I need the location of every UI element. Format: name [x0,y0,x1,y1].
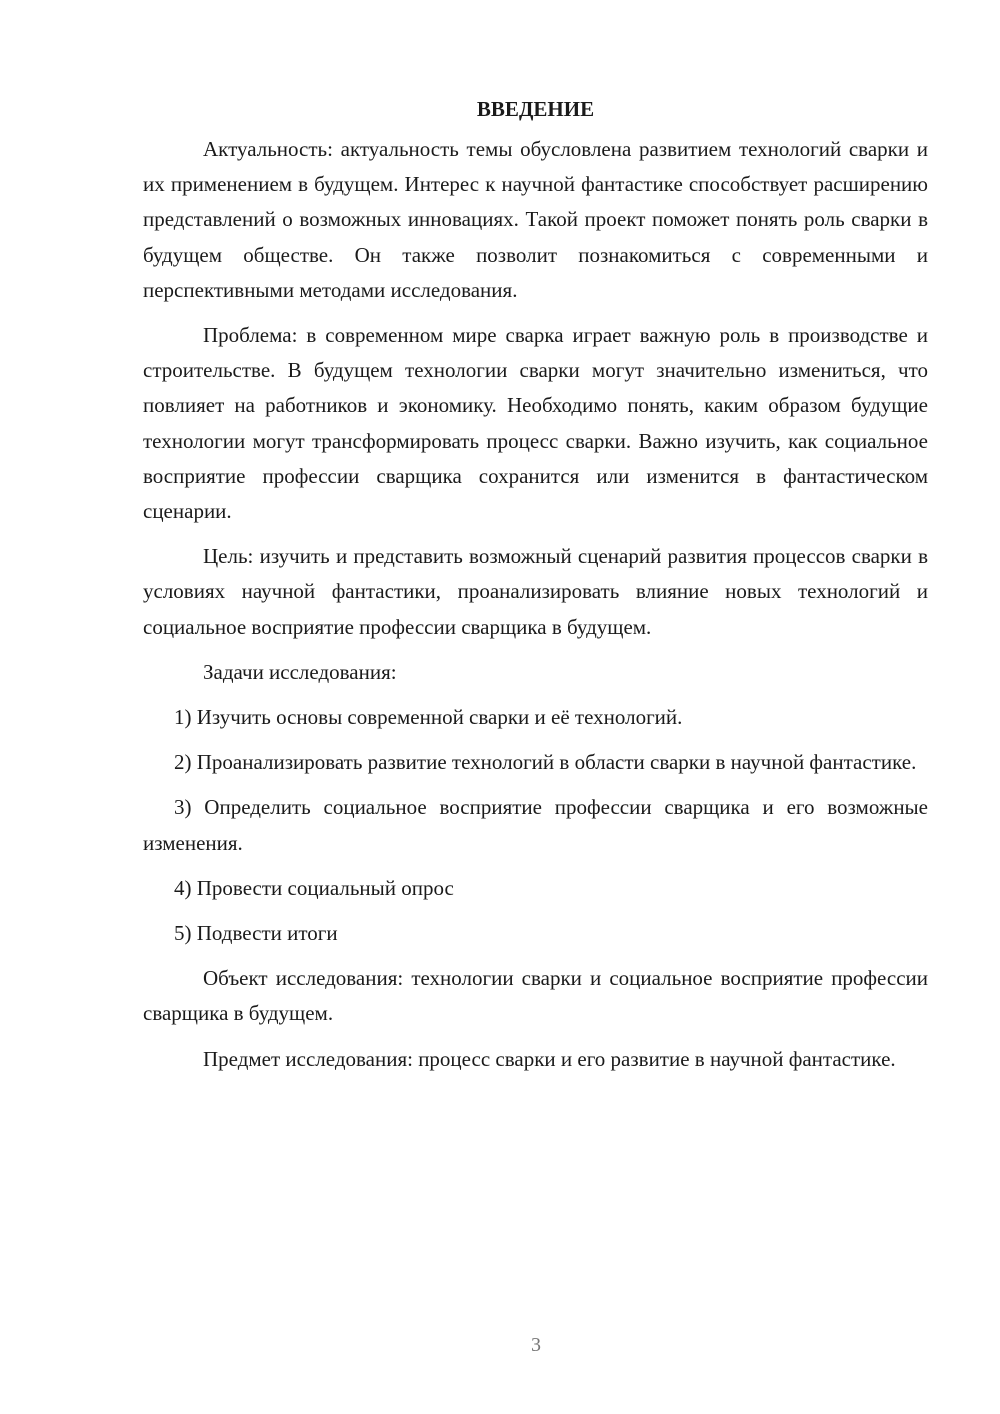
task-item-3: 3) Определить социальное восприятие профессии сварщика и его возможные изменения. [143,795,928,855]
task-item-5: 5) Подвести итоги [174,921,338,946]
page-number: 3 [531,1334,541,1356]
document-page [143,92,928,1087]
subject-paragraph: Предмет исследования: процесс сварки и его развитие в научной фантастике. [203,1046,896,1071]
task-item-1: 1) Изучить основы современной сварки и её технологий. [174,705,683,730]
tasks-title: Задачи исследования: [203,659,397,684]
task-item-4: 4) Провести социальный опрос [174,875,454,900]
task-item-2: 2) Проанализировать развитие технологий в области сварки в научной фантастике. [174,750,917,775]
goal-paragraph: Цель: изучить и представить возможный сценарий развития процессов сварки в условиях научной фантастики, проанализировать влияние новых технологий и социальное восприятие профессии сварщика в будущем. [143,544,928,639]
section-heading: ВВЕДЕНИЕ [476,97,595,121]
object-paragraph: Объект исследования: технологии сварки и социальное восприятие профессии сварщика в будущем. [143,966,928,1026]
problem-paragraph: Проблема: в современном мире сварка играет важную роль в производстве и строительстве. В будущем технологии сварки могут значительно измениться, что повлияет на работников и экономику. Необходимо понять, каким образом будущие технологии могут трансформировать процесс сварки. Важно изучить, как социальное восприятие профессии сварщика сохранится или изменится в фантастическом сценарии. [143,323,928,524]
relevance-paragraph: Актуальность: актуальность темы обусловлена развитием технологий сварки и их применением в будущем. Интерес к научной фантастике способствует расширению представлений о возможных инновациях. Такой проект поможет понять роль сварки в будущем обществе. Он также позволит познакомиться с современными и перспективными методами исследования. [143,137,928,302]
